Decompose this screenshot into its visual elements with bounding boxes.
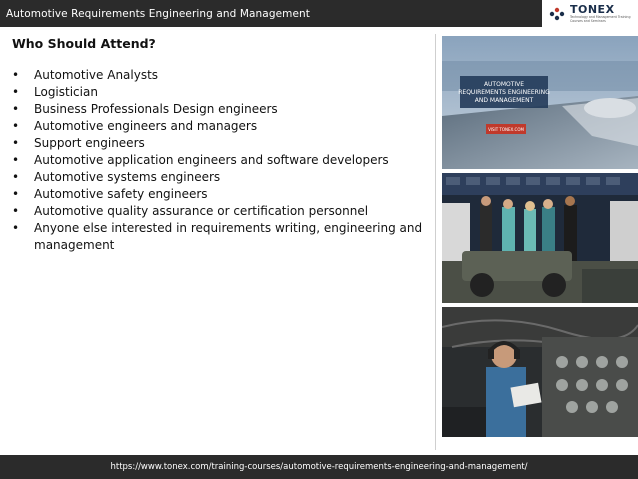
bullet-icon: • [12,85,20,99]
audience-list [10,67,430,254]
bullet-icon: • [12,170,20,184]
bullet-icon: • [12,153,20,167]
logo-mark-icon [548,5,566,23]
list-item [10,118,430,135]
list-item [10,67,430,84]
tonex-logo[interactable] [542,0,638,27]
list-item-text: Logistician [34,85,98,99]
list-item-text: Automotive systems engineers [34,170,221,184]
list-item [10,84,430,101]
bullet-icon: • [12,187,20,201]
bullet-icon: • [12,102,20,116]
photo-engineer-lab [442,307,638,437]
bullet-icon: • [12,119,20,133]
list-item [10,220,430,254]
list-item-text: Automotive application engineers and software developers [34,153,389,167]
footer-url-link[interactable]: https://www.tonex.com/training-courses/automotive-requirements-engineering-and-management/ [110,462,528,472]
photo-team-vehicle [442,173,638,303]
list-item-text: Business Professionals Design engineers [34,102,278,116]
main-content [10,36,430,254]
photo-car-banner [442,36,638,169]
banner-line3: AND MANAGEMENT [474,97,534,104]
list-item [10,186,430,203]
list-item [10,101,430,118]
banner-line1: AUTOMOTIVE [483,81,525,88]
list-item-text: Support engineers [34,136,145,150]
bullet-icon: • [12,221,20,235]
list-item [10,169,430,186]
banner-line2: REQUIREMENTS ENGINEERING [458,89,550,96]
list-item-text: Anyone else interested in requirements writing, engineering and management [34,221,423,252]
section-heading: Who Should Attend? [12,36,156,51]
bullet-icon: • [12,204,20,218]
list-item-text: Automotive engineers and managers [34,119,258,133]
slide-title: Automotive Requirements Engineering and Management [6,7,311,20]
footer-bar [0,455,638,479]
list-item [10,135,430,152]
bullet-icon: • [12,136,20,150]
banner-button: VISIT TONEX.COM [488,127,524,132]
list-item-text: Automotive quality assurance or certification personnel [34,204,369,218]
bullet-icon: • [12,68,20,82]
list-item [10,152,430,169]
logo-word: TONEX [570,3,615,17]
list-item-text: Automotive Analysts [34,68,159,82]
list-item [10,203,430,220]
list-item-text: Automotive safety engineers [34,187,208,201]
divider [435,34,436,450]
logo-tagline: Technology and Management Training Courses and Seminars [570,15,631,23]
